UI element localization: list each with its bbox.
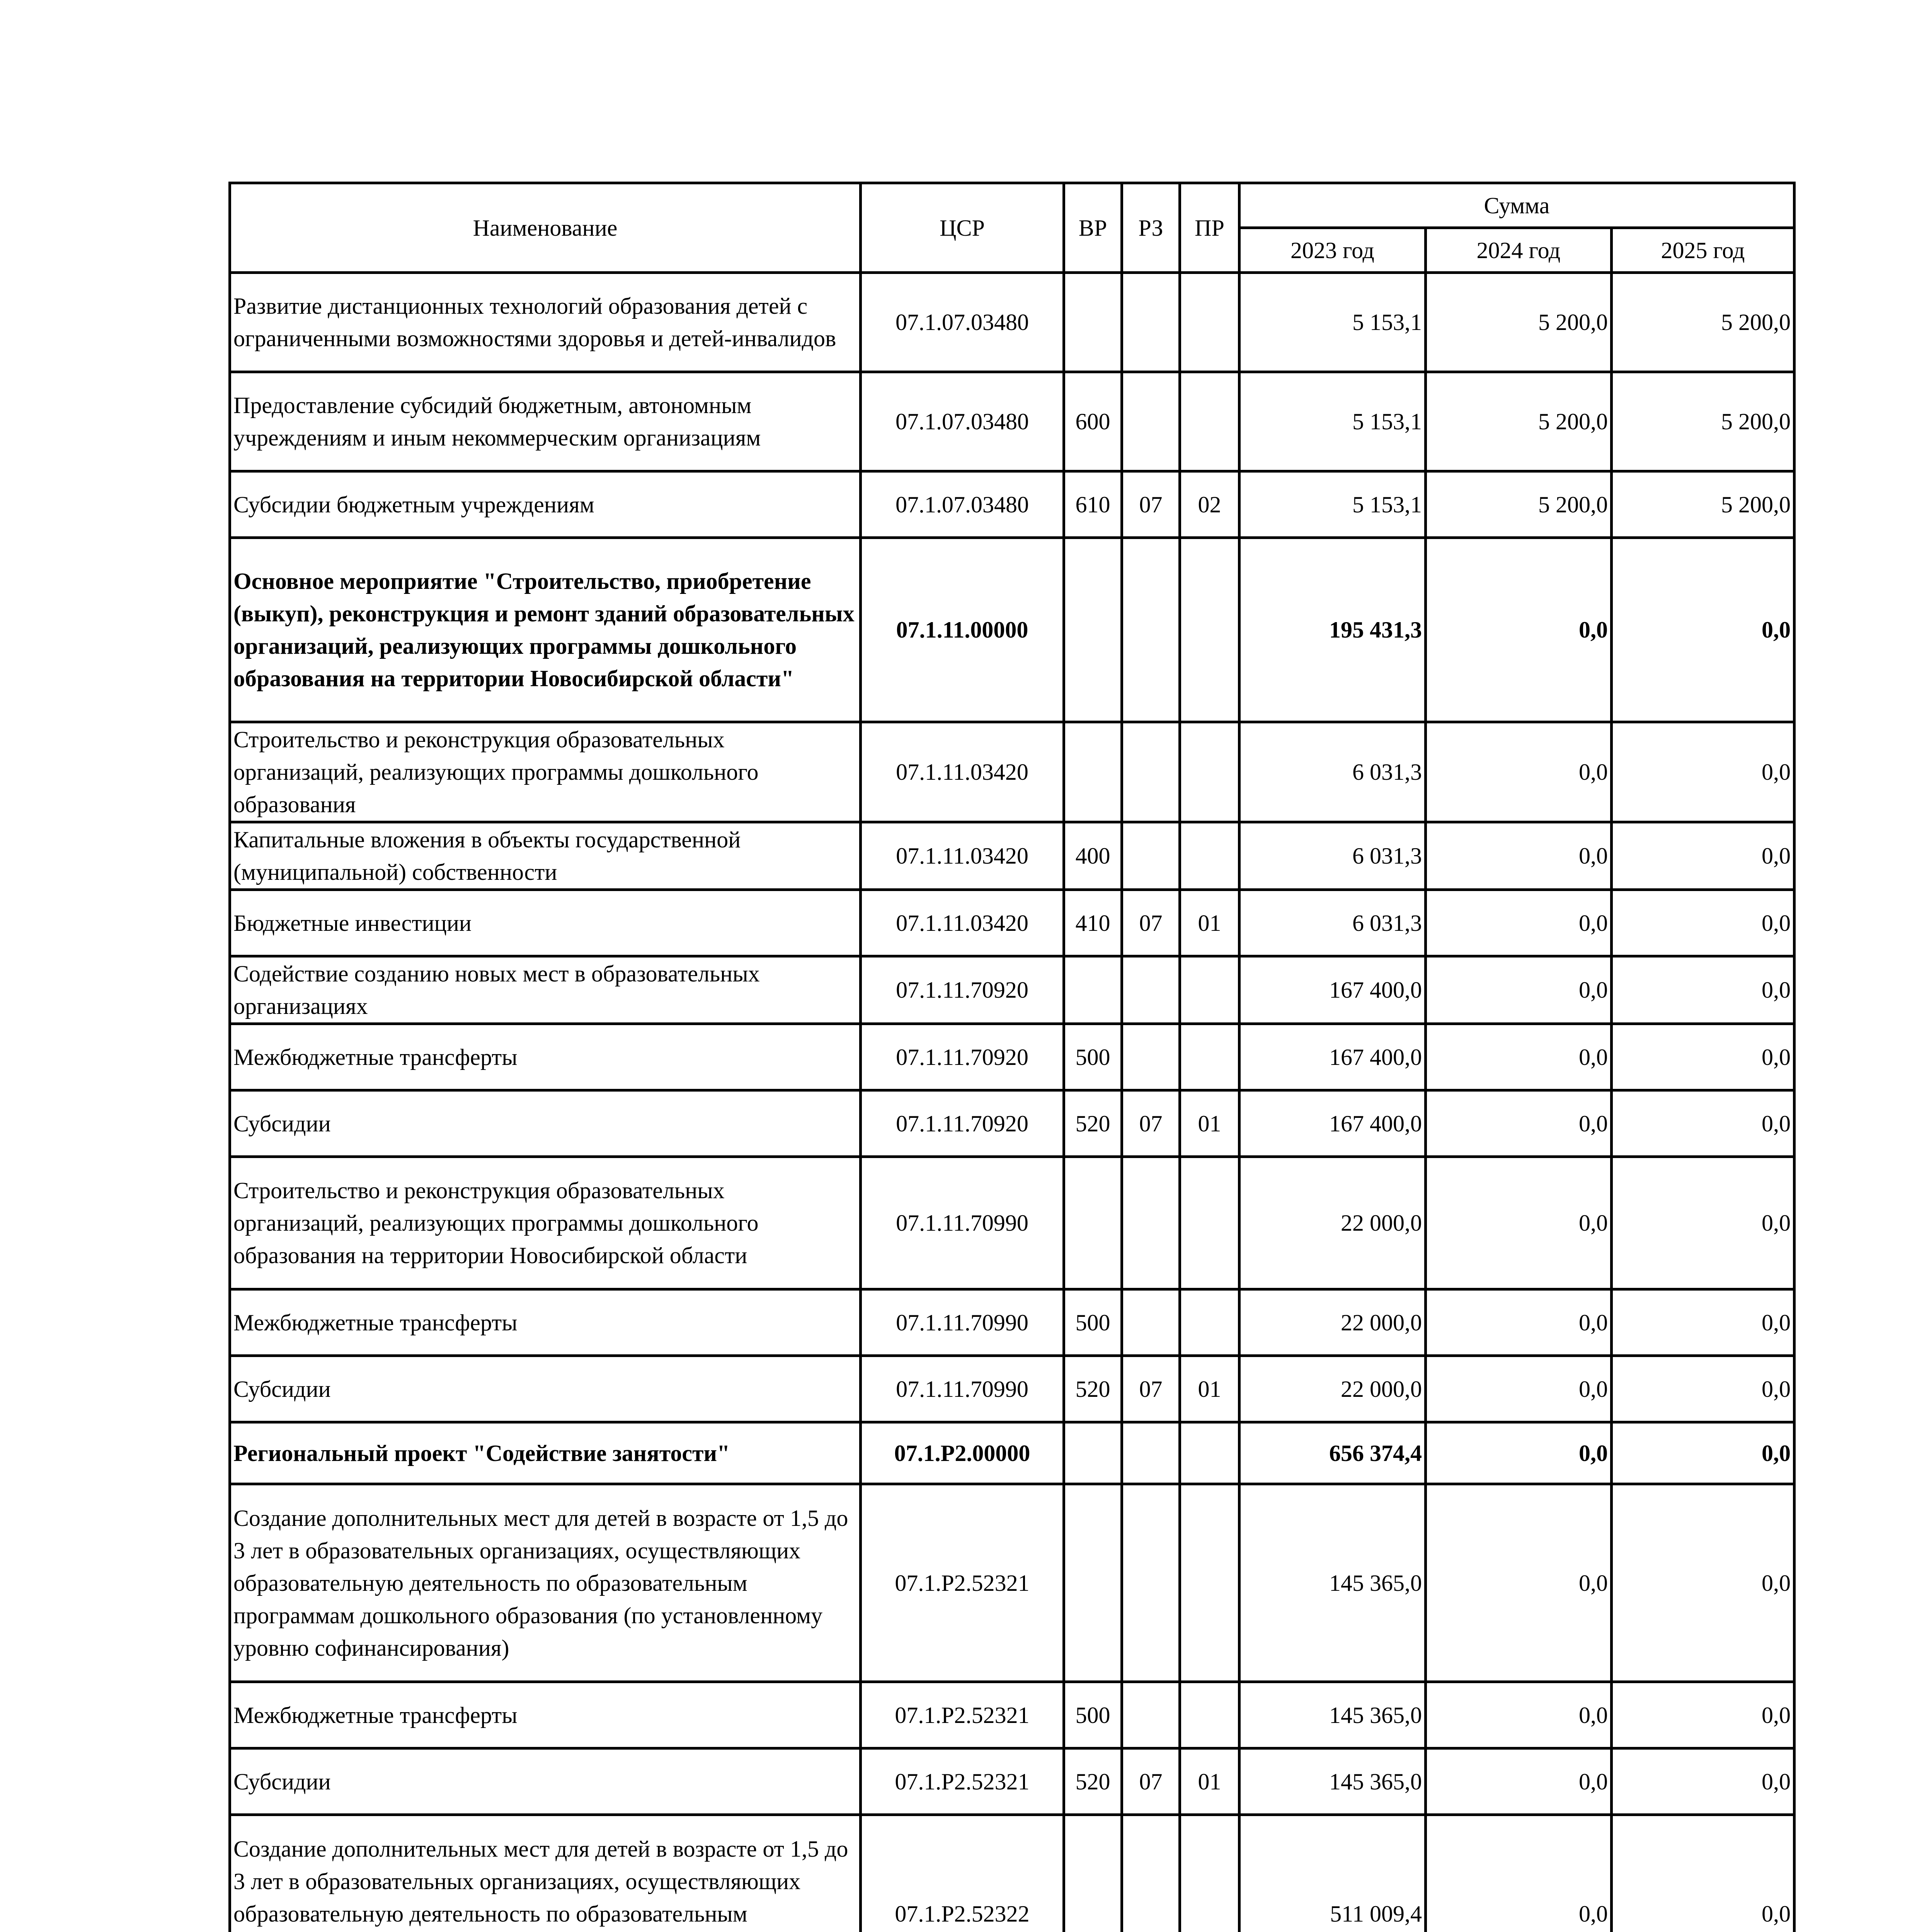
cell-pr: [1180, 1157, 1239, 1289]
cell-vr: 520: [1064, 1356, 1122, 1422]
cell-y2025: 0,0: [1612, 1484, 1794, 1682]
cell-vr: 500: [1064, 1289, 1122, 1356]
cell-vr: 600: [1064, 372, 1122, 471]
cell-pr: [1180, 1422, 1239, 1484]
cell-csr: 07.1.11.70990: [861, 1289, 1064, 1356]
cell-pr: [1180, 538, 1239, 722]
cell-rz: 07: [1122, 1090, 1180, 1157]
cell-rz: [1122, 538, 1180, 722]
cell-name: Основное мероприятие "Строительство, приобретение (выкуп), реконструкция и ремонт зданий образовательных организаций, реализующих программы дошкольного образования на территории Новосибирской области": [230, 538, 861, 722]
table-row: [230, 372, 1794, 471]
cell-rz: [1122, 1815, 1180, 1932]
cell-vr: 520: [1064, 1090, 1122, 1157]
table-row: [230, 822, 1794, 890]
cell-y2024: 5 200,0: [1426, 273, 1612, 372]
cell-vr: 410: [1064, 890, 1122, 956]
cell-y2023: 6 031,3: [1239, 722, 1426, 822]
table-row: [230, 890, 1794, 956]
cell-pr: [1180, 1815, 1239, 1932]
table-row: [230, 1748, 1794, 1815]
cell-y2024: 0,0: [1426, 1024, 1612, 1090]
cell-name: Создание дополнительных мест для детей в возрасте от 1,5 до 3 лет в образовательных организациях, осуществляющих образовательную деятельность по образовательным программам дошкольного образования (по установленному уровню софинансирования): [230, 1484, 861, 1682]
cell-y2025: 0,0: [1612, 538, 1794, 722]
cell-pr: [1180, 1682, 1239, 1748]
cell-csr: 07.1.11.70920: [861, 956, 1064, 1024]
cell-vr: 400: [1064, 822, 1122, 890]
cell-name: Субсидии: [230, 1356, 861, 1422]
table-row: [230, 1356, 1794, 1422]
cell-pr: [1180, 1289, 1239, 1356]
table-body: [230, 273, 1794, 1932]
cell-vr: 610: [1064, 471, 1122, 538]
cell-rz: 07: [1122, 1356, 1180, 1422]
cell-vr: [1064, 722, 1122, 822]
cell-y2023: 22 000,0: [1239, 1289, 1426, 1356]
table-row: [230, 1157, 1794, 1289]
cell-name: Содействие созданию новых мест в образовательных организациях: [230, 956, 861, 1024]
cell-y2024: 0,0: [1426, 1289, 1612, 1356]
cell-y2023: 167 400,0: [1239, 956, 1426, 1024]
cell-pr: [1180, 822, 1239, 890]
cell-y2025: 0,0: [1612, 722, 1794, 822]
cell-y2024: 0,0: [1426, 1090, 1612, 1157]
cell-vr: [1064, 1815, 1122, 1932]
cell-rz: [1122, 722, 1180, 822]
cell-y2025: 0,0: [1612, 1356, 1794, 1422]
cell-rz: [1122, 1024, 1180, 1090]
cell-pr: 02: [1180, 471, 1239, 538]
cell-y2024: 0,0: [1426, 1682, 1612, 1748]
cell-y2023: 6 031,3: [1239, 890, 1426, 956]
cell-y2025: 0,0: [1612, 890, 1794, 956]
table-row: [230, 1484, 1794, 1682]
cell-rz: [1122, 956, 1180, 1024]
cell-vr: [1064, 538, 1122, 722]
cell-y2025: 0,0: [1612, 822, 1794, 890]
cell-y2023: 6 031,3: [1239, 822, 1426, 890]
cell-y2023: 195 431,3: [1239, 538, 1426, 722]
cell-name: Создание дополнительных мест для детей в возрасте от 1,5 до 3 лет в образовательных организациях, осуществляющих образовательную деятельность по образовательным: [230, 1815, 861, 1932]
cell-vr: [1064, 1422, 1122, 1484]
cell-y2024: 0,0: [1426, 1815, 1612, 1932]
cell-y2024: 0,0: [1426, 1484, 1612, 1682]
cell-name: Строительство и реконструкция образовательных организаций, реализующих программы дошкольного образования: [230, 722, 861, 822]
cell-y2024: 0,0: [1426, 538, 1612, 722]
cell-csr: 07.1.11.70920: [861, 1024, 1064, 1090]
cell-csr: 07.1.11.70990: [861, 1356, 1064, 1422]
header-pr: ПР: [1180, 183, 1239, 273]
cell-csr: 07.1.11.00000: [861, 538, 1064, 722]
cell-y2025: 0,0: [1612, 1157, 1794, 1289]
cell-rz: [1122, 822, 1180, 890]
cell-name: Развитие дистанционных технологий образования детей с ограниченными возможностями здоровья и детей-инвалидов: [230, 273, 861, 372]
cell-csr: 07.1.07.03480: [861, 273, 1064, 372]
header-name: Наименование: [230, 183, 861, 273]
cell-vr: 500: [1064, 1682, 1122, 1748]
cell-y2023: 145 365,0: [1239, 1748, 1426, 1815]
cell-pr: [1180, 722, 1239, 822]
cell-pr: [1180, 1484, 1239, 1682]
cell-name: Субсидии бюджетным учреждениям: [230, 471, 861, 538]
header-rz: РЗ: [1122, 183, 1180, 273]
table-row: [230, 1682, 1794, 1748]
cell-y2023: 22 000,0: [1239, 1356, 1426, 1422]
cell-pr: [1180, 273, 1239, 372]
cell-pr: 01: [1180, 1748, 1239, 1815]
table-row: [230, 471, 1794, 538]
cell-y2024: 0,0: [1426, 890, 1612, 956]
cell-csr: 07.1.11.70990: [861, 1157, 1064, 1289]
table-row: [230, 1422, 1794, 1484]
cell-y2023: 145 365,0: [1239, 1484, 1426, 1682]
cell-csr: 07.1.11.03420: [861, 722, 1064, 822]
cell-name: Региональный проект "Содействие занятости": [230, 1422, 861, 1484]
header-year-2025: 2025 год: [1612, 228, 1794, 273]
cell-pr: [1180, 956, 1239, 1024]
cell-csr: 07.1.P2.52322: [861, 1815, 1064, 1932]
cell-pr: 01: [1180, 1356, 1239, 1422]
cell-y2025: 0,0: [1612, 1422, 1794, 1484]
budget-table: [228, 182, 1796, 1932]
cell-y2023: 145 365,0: [1239, 1682, 1426, 1748]
cell-name: Строительство и реконструкция образовательных организаций, реализующих программы дошкольного образования на территории Новосибирской области: [230, 1157, 861, 1289]
cell-csr: 07.1.11.03420: [861, 822, 1064, 890]
table-row: [230, 538, 1794, 722]
cell-rz: [1122, 1484, 1180, 1682]
cell-y2025: 0,0: [1612, 1289, 1794, 1356]
header-sum: Сумма: [1239, 183, 1794, 228]
cell-y2025: 5 200,0: [1612, 273, 1794, 372]
cell-name: Межбюджетные трансферты: [230, 1682, 861, 1748]
table-row: [230, 1024, 1794, 1090]
cell-vr: 500: [1064, 1024, 1122, 1090]
cell-vr: [1064, 1484, 1122, 1682]
cell-pr: [1180, 372, 1239, 471]
header-csr: ЦСР: [861, 183, 1064, 273]
cell-y2025: 0,0: [1612, 1682, 1794, 1748]
cell-y2023: 656 374,4: [1239, 1422, 1426, 1484]
cell-rz: 07: [1122, 471, 1180, 538]
cell-y2024: 0,0: [1426, 1748, 1612, 1815]
cell-y2025: 0,0: [1612, 956, 1794, 1024]
table-header: [230, 183, 1794, 273]
table-row: [230, 1090, 1794, 1157]
cell-name: Предоставление субсидий бюджетным, автономным учреждениям и иным некоммерческим организациям: [230, 372, 861, 471]
cell-name: Межбюджетные трансферты: [230, 1289, 861, 1356]
cell-y2025: 0,0: [1612, 1090, 1794, 1157]
cell-vr: [1064, 956, 1122, 1024]
cell-csr: 07.1.11.03420: [861, 890, 1064, 956]
cell-y2023: 22 000,0: [1239, 1157, 1426, 1289]
cell-y2023: 5 153,1: [1239, 372, 1426, 471]
cell-y2024: 0,0: [1426, 956, 1612, 1024]
cell-name: Капитальные вложения в объекты государственной (муниципальной) собственности: [230, 822, 861, 890]
cell-csr: 07.1.P2.00000: [861, 1422, 1064, 1484]
cell-rz: [1122, 372, 1180, 471]
cell-rz: [1122, 1289, 1180, 1356]
cell-name: Бюджетные инвестиции: [230, 890, 861, 956]
cell-y2023: 511 009,4: [1239, 1815, 1426, 1932]
table-row: [230, 1815, 1794, 1932]
cell-y2024: 0,0: [1426, 1422, 1612, 1484]
cell-y2024: 5 200,0: [1426, 471, 1612, 538]
cell-rz: 07: [1122, 1748, 1180, 1815]
table-row: [230, 722, 1794, 822]
cell-y2023: 167 400,0: [1239, 1090, 1426, 1157]
cell-y2024: 0,0: [1426, 1157, 1612, 1289]
cell-csr: 07.1.P2.52321: [861, 1682, 1064, 1748]
cell-vr: [1064, 273, 1122, 372]
cell-rz: [1122, 1682, 1180, 1748]
header-vr: ВР: [1064, 183, 1122, 273]
cell-pr: 01: [1180, 890, 1239, 956]
cell-vr: [1064, 1157, 1122, 1289]
header-year-2023: 2023 год: [1239, 228, 1426, 273]
cell-y2023: 5 153,1: [1239, 471, 1426, 538]
cell-y2023: 167 400,0: [1239, 1024, 1426, 1090]
cell-vr: 520: [1064, 1748, 1122, 1815]
cell-y2024: 5 200,0: [1426, 372, 1612, 471]
cell-rz: 07: [1122, 890, 1180, 956]
cell-name: Межбюджетные трансферты: [230, 1024, 861, 1090]
cell-y2025: 0,0: [1612, 1815, 1794, 1932]
cell-csr: 07.1.11.70920: [861, 1090, 1064, 1157]
table-row: [230, 1289, 1794, 1356]
cell-rz: [1122, 273, 1180, 372]
cell-name: Субсидии: [230, 1748, 861, 1815]
cell-pr: 01: [1180, 1090, 1239, 1157]
cell-csr: 07.1.07.03480: [861, 372, 1064, 471]
cell-y2023: 5 153,1: [1239, 273, 1426, 372]
cell-csr: 07.1.P2.52321: [861, 1484, 1064, 1682]
cell-csr: 07.1.P2.52321: [861, 1748, 1064, 1815]
cell-y2025: 5 200,0: [1612, 372, 1794, 471]
cell-y2025: 0,0: [1612, 1024, 1794, 1090]
cell-y2024: 0,0: [1426, 1356, 1612, 1422]
cell-pr: [1180, 1024, 1239, 1090]
cell-y2025: 0,0: [1612, 1748, 1794, 1815]
cell-y2025: 5 200,0: [1612, 471, 1794, 538]
cell-name: Субсидии: [230, 1090, 861, 1157]
cell-y2024: 0,0: [1426, 822, 1612, 890]
table-row: [230, 273, 1794, 372]
cell-y2024: 0,0: [1426, 722, 1612, 822]
header-year-2024: 2024 год: [1426, 228, 1612, 273]
cell-rz: [1122, 1157, 1180, 1289]
cell-rz: [1122, 1422, 1180, 1484]
cell-csr: 07.1.07.03480: [861, 471, 1064, 538]
table-row: [230, 956, 1794, 1024]
